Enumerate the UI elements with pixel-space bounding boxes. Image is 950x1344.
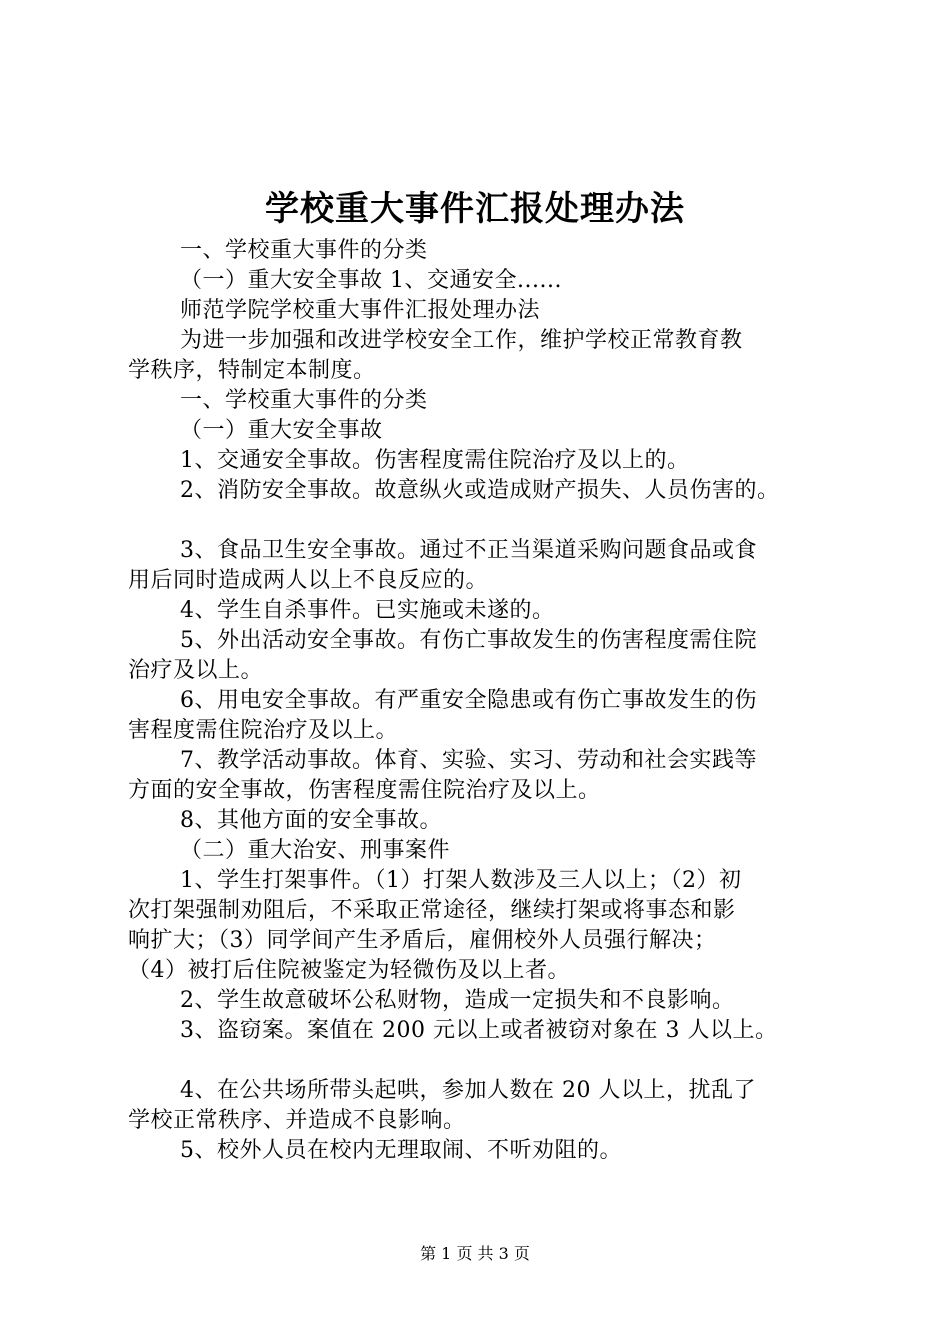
paragraph-line: 用后同时造成两人以上不良反应的。 — [128, 568, 489, 593]
document-title: 学校重大事件汇报处理办法 — [265, 189, 685, 229]
paragraph-line: 2、消防安全事故。故意纵火或造成财产损失、人员伤害的。 — [180, 478, 780, 503]
paragraph-line: 一、学校重大事件的分类 — [180, 388, 428, 413]
paragraph-line: 3、食品卫生安全事故。通过不正当渠道采购问题食品或食 — [180, 538, 757, 563]
paragraph-line: 师范学院学校重大事件汇报处理办法 — [180, 298, 541, 323]
paragraph-line: 一、学校重大事件的分类 — [180, 238, 428, 263]
paragraph-line: 2、学生故意破坏公私财物，造成一定损失和不良影响。 — [180, 988, 735, 1013]
paragraph-line: 3、盗窃案。案值在 200 元以上或者被窃对象在 3 人以上。 — [180, 1018, 778, 1043]
paragraph-line: 5、校外人员在校内无理取闹、不听劝阻的。 — [180, 1138, 622, 1163]
paragraph-line: 响扩大；（3）同学间产生矛盾后，雇佣校外人员强行解决； — [128, 928, 717, 953]
blank-line — [128, 1046, 832, 1076]
paragraph-line: 学校正常秩序、并造成不良影响。 — [128, 1108, 466, 1133]
paragraph-line: 害程度需住院治疗及以上。 — [128, 718, 399, 743]
paragraph-line: 方面的安全事故，伤害程度需住院治疗及以上。 — [128, 778, 601, 803]
paragraph-line: （一）重大安全事故 — [180, 418, 383, 443]
paragraph-line: 6、用电安全事故。有严重安全隐患或有伤亡事故发生的伤 — [180, 688, 757, 713]
document-body — [128, 236, 832, 1166]
paragraph-line: 次打架强制劝阻后，不采取正常途径，继续打架或将事态和影 — [128, 898, 736, 923]
paragraph-line: （一）重大安全事故 1、交通安全...... — [180, 268, 562, 293]
paragraph-line: 为进一步加强和改进学校安全工作，维护学校正常教育教 — [180, 328, 743, 353]
paragraph-line: 4、在公共场所带头起哄，参加人数在 20 人以上，扰乱了 — [180, 1078, 756, 1103]
paragraph-line: 治疗及以上。 — [128, 658, 264, 683]
paragraph-line: 学秩序，特制定本制度。 — [128, 358, 376, 383]
paragraph-line: 5、外出活动安全事故。有伤亡事故发生的伤害程度需住院 — [180, 628, 757, 653]
blank-line — [128, 506, 832, 536]
paragraph-line: 8、其他方面的安全事故。 — [180, 808, 442, 833]
paragraph-line: 7、教学活动事故。体育、实验、实习、劳动和社会实践等 — [180, 748, 757, 773]
paragraph-line: 4、学生自杀事件。已实施或未遂的。 — [180, 598, 555, 623]
page-footer: 第 1 页 共 3 页 — [420, 1244, 530, 1263]
paragraph-line: （二）重大治安、刑事案件 — [180, 838, 451, 863]
paragraph-line: 1、交通安全事故。伤害程度需住院治疗及以上的。 — [180, 448, 690, 473]
paragraph-line: 1、学生打架事件。（1）打架人数涉及三人以上；（2）初 — [180, 868, 742, 893]
paragraph-line: （4）被打后住院被鉴定为轻微伤及以上者。 — [128, 958, 570, 983]
